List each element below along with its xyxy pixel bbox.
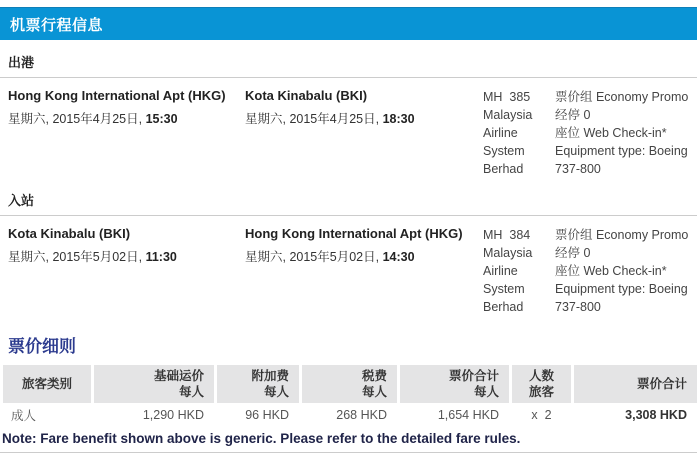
header-line: 每人 — [263, 385, 289, 399]
segment-outbound-grid — [0, 78, 700, 178]
header-line: 附加费 — [251, 369, 289, 383]
arrival-datetime — [245, 109, 483, 127]
airline-name-line: Malaysia — [483, 246, 533, 260]
header-line: 旅客类别 — [21, 377, 72, 391]
header-line: 票价合计 — [448, 369, 499, 383]
segment-outbound-label: 出港 — [8, 55, 35, 70]
fare-cell-surcharge: 96 HKD — [217, 403, 299, 427]
fare-header-tax — [302, 365, 397, 403]
flight-itinerary-page — [0, 7, 700, 453]
fare-group-line: 票价组 Economy Promo — [555, 90, 689, 104]
segment-inbound — [0, 190, 700, 316]
departure-time: 15:30 — [145, 112, 178, 126]
stops-line: 经停 0 — [555, 108, 591, 122]
fare-header-surcharge — [217, 365, 299, 403]
departure-date: 星期六, 2015年5月02日, — [8, 250, 143, 264]
header-line: 旅客 — [528, 385, 554, 399]
departure-time: 11:30 — [145, 250, 177, 264]
departure-datetime — [8, 109, 245, 127]
flight-airline-cell — [483, 226, 555, 316]
arrival-airport: Hong Kong International Apt (HKG) — [245, 226, 463, 241]
equipment-line: 737-800 — [555, 300, 601, 314]
equipment-line: Equipment type: Boeing — [555, 282, 688, 296]
flight-number: MH 385 — [483, 90, 531, 104]
departure-datetime — [8, 247, 245, 265]
itinerary-header-bar — [0, 7, 697, 40]
header-line: 人数 — [528, 369, 554, 383]
fare-detail-cell — [555, 226, 700, 316]
departure-cell — [8, 226, 245, 265]
fare-rules-title: 票价细则 — [8, 337, 76, 356]
fare-table — [3, 365, 697, 427]
fare-cell-tax: 268 HKD — [302, 403, 397, 427]
arrival-datetime — [245, 247, 483, 265]
header-line: 每人 — [178, 385, 204, 399]
arrival-cell — [245, 88, 483, 127]
airline-name-line: Airline — [483, 126, 518, 140]
airline-name-line: Berhad — [483, 300, 524, 314]
arrival-time: 14:30 — [382, 250, 415, 264]
equipment-line: Equipment type: Boeing — [555, 144, 688, 158]
airline-name-line: Malaysia — [483, 108, 533, 122]
equipment-line: 737-800 — [555, 162, 601, 176]
departure-cell — [8, 88, 245, 127]
departure-date: 星期六, 2015年4月25日, — [8, 112, 143, 126]
departure-airport: Hong Kong International Apt (HKG) — [8, 88, 226, 103]
arrival-time: 18:30 — [382, 112, 415, 126]
departure-airport: Kota Kinabalu (BKI) — [8, 226, 131, 241]
header-line: 基础运价 — [153, 369, 204, 383]
segment-inbound-label: 入站 — [8, 193, 35, 208]
airline-name-line: Berhad — [483, 162, 524, 176]
fare-cell-base-fare: 1,290 HKD — [94, 403, 214, 427]
header-line: 每人 — [473, 385, 499, 399]
arrival-cell — [245, 226, 483, 265]
airline-name-line: System — [483, 144, 525, 158]
fare-cell-passenger-type: 成人 — [3, 403, 91, 427]
arrival-date: 星期六, 2015年4月25日, — [245, 112, 380, 126]
header-line: 票价合计 — [636, 377, 687, 391]
fare-header-passenger-count — [512, 365, 571, 403]
seat-line: 座位 Web Check-in* — [555, 126, 667, 140]
flight-number: MH 384 — [483, 228, 531, 242]
airline-name-line: System — [483, 282, 525, 296]
arrival-airport: Kota Kinabalu (BKI) — [245, 88, 368, 103]
fare-cell-total-per-person: 1,654 HKD — [400, 403, 509, 427]
segment-inbound-grid — [0, 216, 700, 316]
itinerary-title: 机票行程信息 — [10, 16, 104, 34]
fare-header-total-per-person — [400, 365, 509, 403]
fare-header-grand-total — [574, 365, 697, 403]
fare-cell-passenger-count: x 2 — [512, 403, 571, 427]
fare-detail-cell — [555, 88, 700, 178]
fare-header-base-fare — [94, 365, 214, 403]
fare-header-passenger-type — [3, 365, 91, 403]
stops-line: 经停 0 — [555, 246, 591, 260]
header-line: 每人 — [361, 385, 387, 399]
fare-note: Note: Fare benefit shown above is generic. Please refer to the detailed fare rules. — [2, 431, 521, 446]
header-line: 税费 — [361, 369, 387, 383]
fare-group-line: 票价组 Economy Promo — [555, 228, 689, 242]
flight-airline-cell — [483, 88, 555, 178]
segment-outbound — [0, 52, 700, 178]
arrival-date: 星期六, 2015年5月02日, — [245, 250, 380, 264]
fare-cell-grand-total: 3,308 HKD — [574, 403, 697, 427]
seat-line: 座位 Web Check-in* — [555, 264, 667, 278]
airline-name-line: Airline — [483, 264, 518, 278]
